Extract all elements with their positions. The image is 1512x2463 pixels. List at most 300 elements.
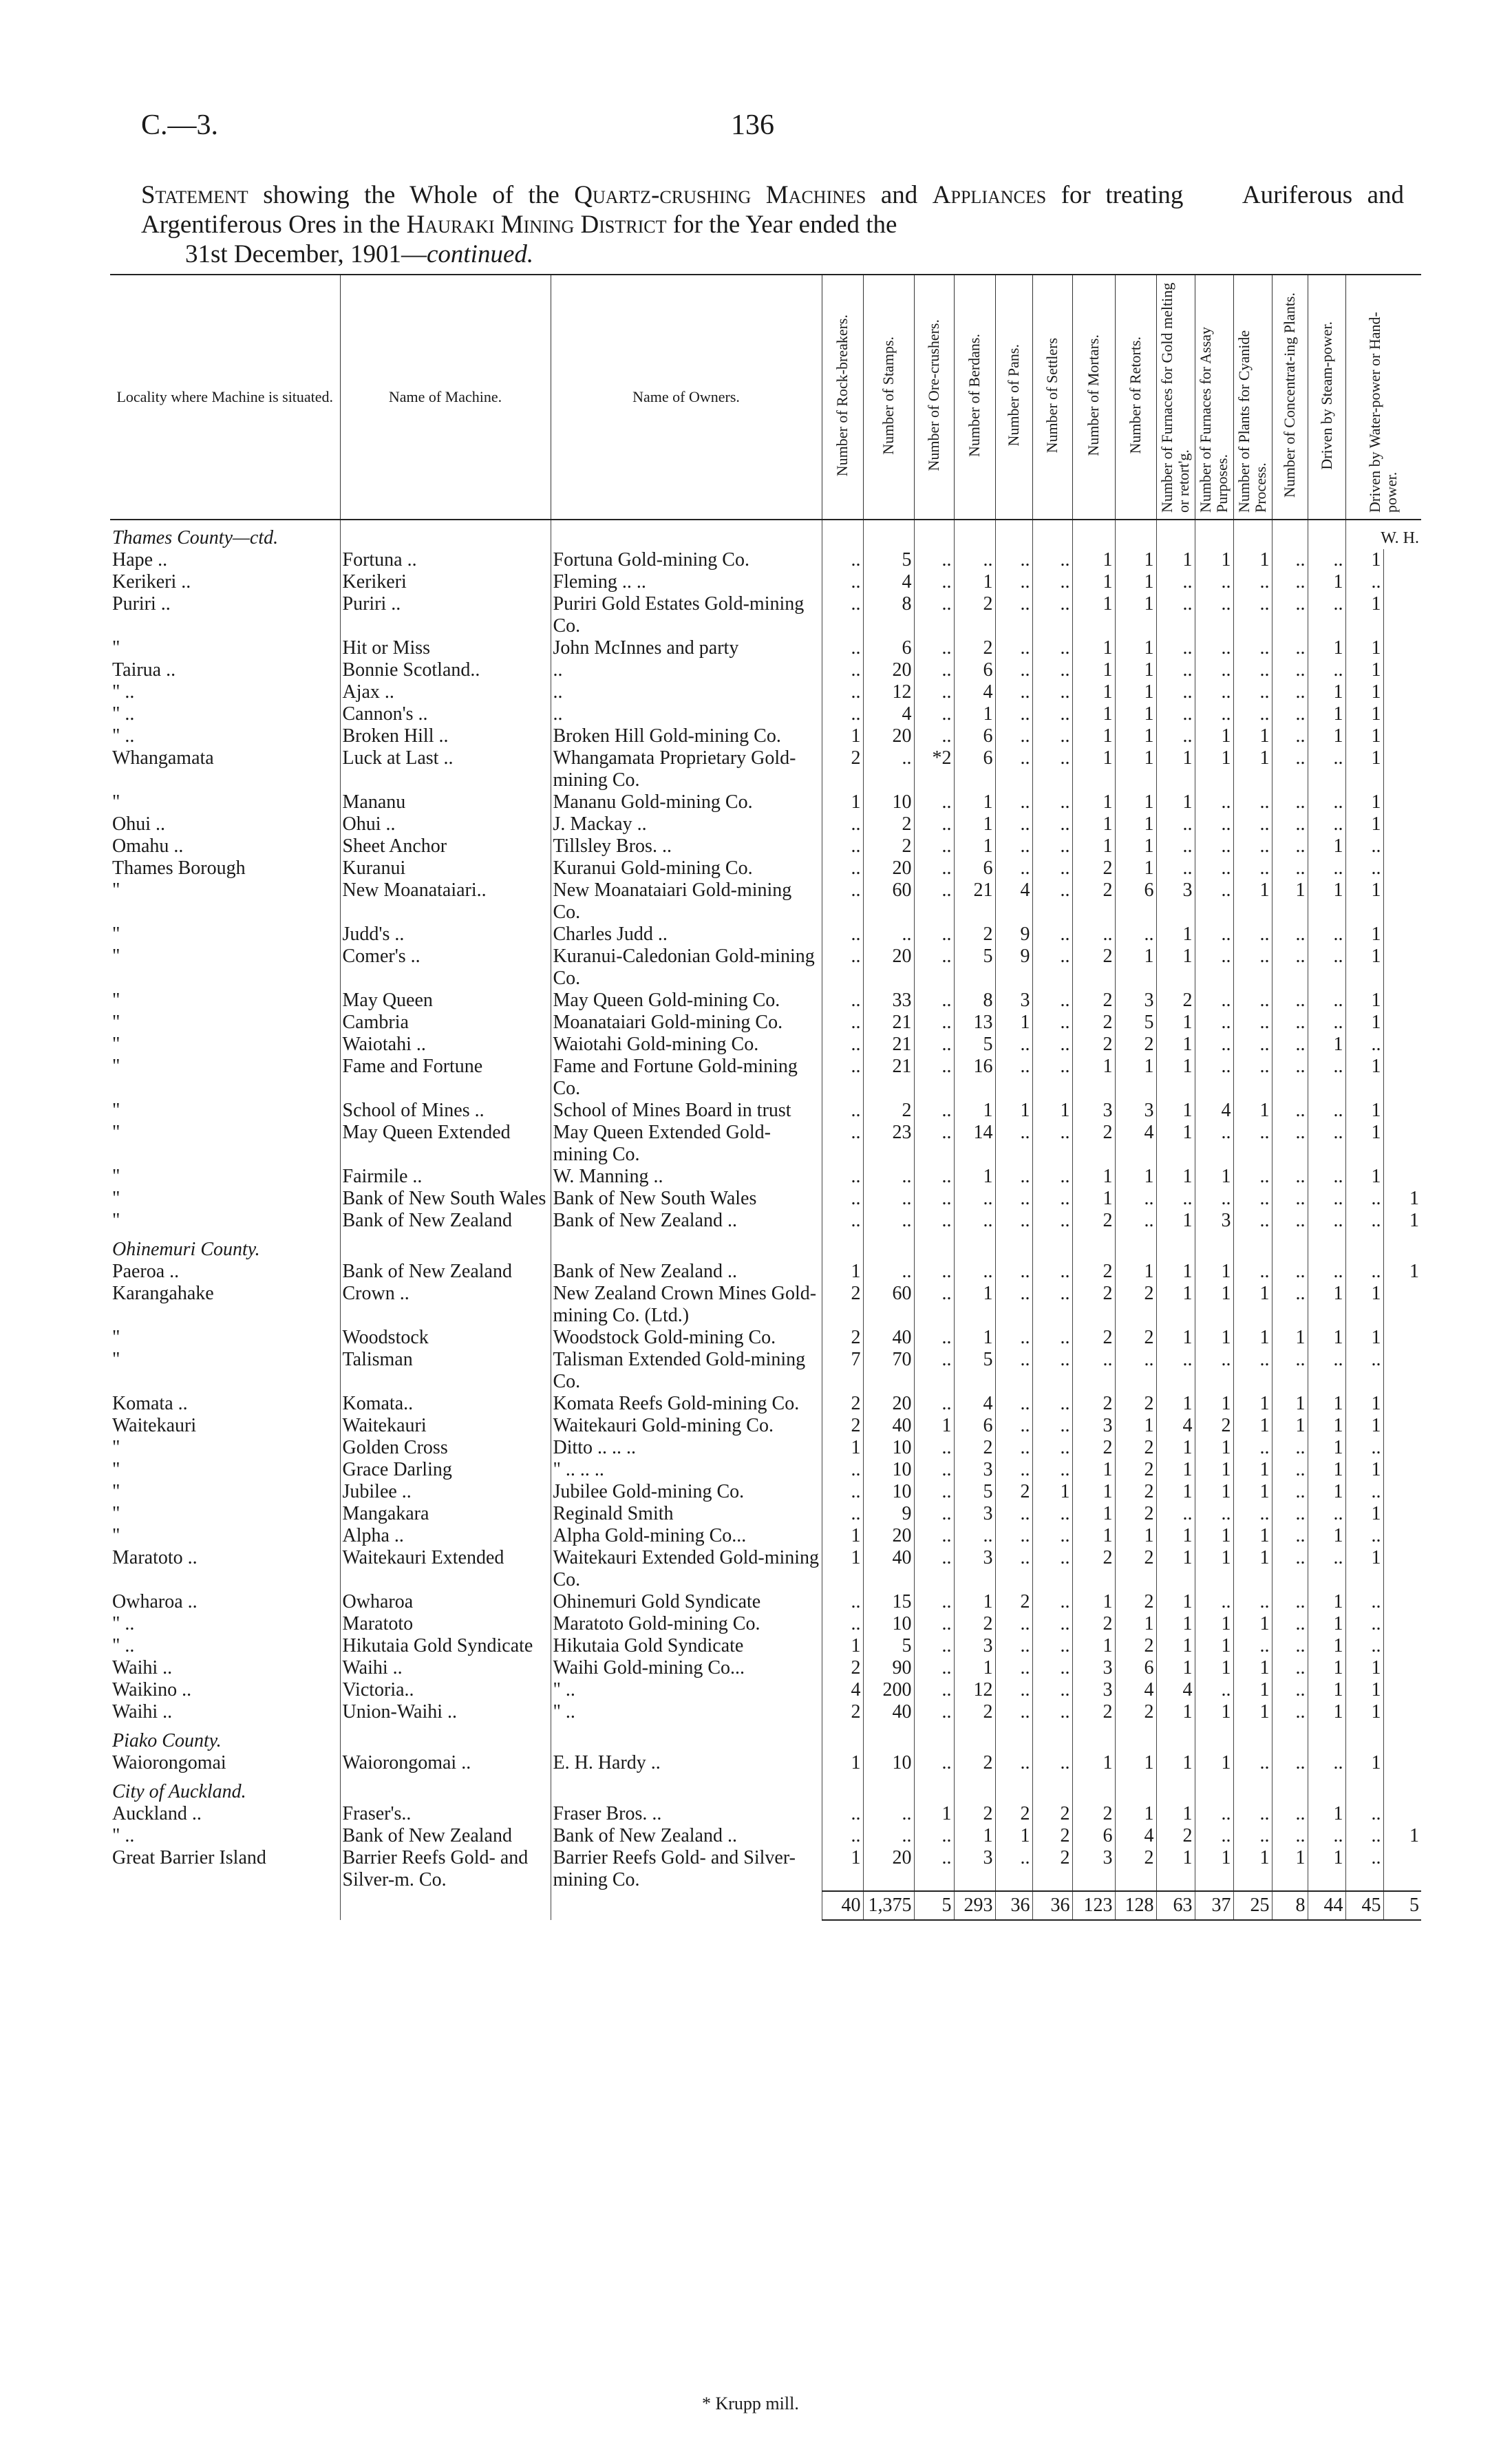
machine-cell: Bank of New Zealand xyxy=(340,1261,551,1283)
count-cell: .. xyxy=(1308,1166,1345,1188)
table-row xyxy=(110,1613,1421,1635)
blank-cell xyxy=(1032,1723,1072,1752)
count-cell: 20 xyxy=(863,1847,914,1891)
count-cell: .. xyxy=(914,549,954,571)
table-row xyxy=(110,1701,1421,1723)
col-label: Driven by Steam-power. xyxy=(1317,321,1335,470)
count-cell: 2 xyxy=(822,1283,863,1327)
machine-cell: Bank of New Zealand xyxy=(340,1825,551,1847)
count-cell: 40 xyxy=(863,1415,914,1437)
count-cell: .. xyxy=(1072,924,1115,946)
count-cell: 1 xyxy=(1308,1657,1345,1679)
count-cell: 1 xyxy=(1156,1437,1195,1459)
count-cell xyxy=(1383,1393,1421,1415)
blank-cell xyxy=(1195,1723,1233,1752)
blank-cell xyxy=(340,1891,551,1920)
locality-cell: Hape .. xyxy=(112,549,168,571)
count-cell: .. xyxy=(1032,1056,1072,1100)
count-cell: .. xyxy=(1308,1012,1345,1034)
count-cell: .. xyxy=(1233,571,1272,593)
count-cell: .. xyxy=(1195,946,1233,990)
count-cell: .. xyxy=(914,813,954,835)
count-cell: .. xyxy=(1032,571,1072,593)
count-cell: .. xyxy=(1272,549,1308,571)
count-cell: 20 xyxy=(863,857,914,879)
count-cell: .. xyxy=(914,857,954,879)
count-cell: .. xyxy=(914,1547,954,1591)
footnote: * Krupp mill. xyxy=(702,2393,799,2413)
count-cell xyxy=(1383,1100,1421,1122)
owner-cell: Talisman Extended Gold-mining Co. xyxy=(551,1349,822,1393)
count-cell: 1 xyxy=(1345,946,1383,990)
count-cell: .. xyxy=(1272,835,1308,857)
count-cell: .. xyxy=(822,1012,863,1034)
locality-cell: " xyxy=(112,1349,120,1370)
locality-cell: Puriri .. xyxy=(112,593,171,615)
count-cell: .. xyxy=(822,1591,863,1613)
owner-cell: Fraser Bros. .. xyxy=(551,1803,822,1825)
count-cell: 1 xyxy=(1072,813,1115,835)
count-cell: .. xyxy=(1032,1679,1072,1701)
count-cell: 2 xyxy=(1072,1034,1115,1056)
table-row xyxy=(110,1459,1421,1481)
count-cell: *2 xyxy=(914,747,954,791)
count-cell: .. xyxy=(1233,1166,1272,1188)
count-cell: 2 xyxy=(1115,1847,1156,1891)
count-cell: 2 xyxy=(1072,879,1115,924)
machine-cell: Grace Darling xyxy=(340,1459,551,1481)
count-cell: 1 xyxy=(1233,1613,1272,1635)
count-cell: .. xyxy=(1272,1283,1308,1327)
count-cell: .. xyxy=(914,1056,954,1100)
count-cell: 21 xyxy=(863,1012,914,1034)
machine-cell: Union-Waihi .. xyxy=(340,1701,551,1723)
count-cell: .. xyxy=(914,1752,954,1774)
count-cell: 4 xyxy=(954,681,995,703)
count-cell: .. xyxy=(1308,1188,1345,1210)
count-cell: 1 xyxy=(1308,879,1345,924)
count-cell: .. xyxy=(1233,1122,1272,1166)
count-cell: 4 xyxy=(863,703,914,725)
locality-cell: " xyxy=(112,1166,120,1187)
count-cell: .. xyxy=(822,1803,863,1825)
count-cell: 2 xyxy=(954,1613,995,1635)
owner-cell: Jubilee Gold-mining Co. xyxy=(551,1481,822,1503)
table-row xyxy=(110,1393,1421,1415)
count-cell: 1 xyxy=(1308,1679,1345,1701)
machine-cell: Waiotahi .. xyxy=(340,1034,551,1056)
count-cell: 2 xyxy=(1072,1393,1115,1415)
count-cell: .. xyxy=(1195,791,1233,813)
blank-cell xyxy=(551,1232,822,1261)
total-cell: 5 xyxy=(914,1891,954,1920)
count-cell: 1 xyxy=(1115,571,1156,593)
locality-cell: " xyxy=(112,946,120,967)
count-cell: 1 xyxy=(1072,1166,1115,1188)
count-cell: .. xyxy=(1272,1701,1308,1723)
locality-cell: " xyxy=(112,1481,120,1502)
count-cell: .. xyxy=(822,813,863,835)
title-word: Auriferous and Argentiferous Ores in the xyxy=(141,181,1405,239)
count-cell xyxy=(1383,946,1421,990)
count-cell: 1 xyxy=(954,703,995,725)
count-cell: .. xyxy=(822,1166,863,1188)
count-cell: .. xyxy=(1308,813,1345,835)
count-cell: .. xyxy=(822,681,863,703)
blank-cell xyxy=(1383,1723,1421,1752)
col-label: Number of Concentrat-ing Plants. xyxy=(1281,292,1298,498)
count-cell: 1 xyxy=(954,835,995,857)
count-cell: 1 xyxy=(1072,835,1115,857)
count-cell: 1 xyxy=(1115,1166,1156,1188)
count-cell: 1 xyxy=(1072,1056,1115,1100)
col-label: Number of Mortars. xyxy=(1085,334,1102,456)
locality-cell: " xyxy=(112,1034,120,1055)
count-cell: 1 xyxy=(1308,1283,1345,1327)
count-cell: 1 xyxy=(1233,1847,1272,1891)
count-cell: .. xyxy=(1272,857,1308,879)
count-cell: 2 xyxy=(822,1393,863,1415)
count-cell xyxy=(1383,1503,1421,1525)
count-cell: .. xyxy=(1233,835,1272,857)
count-cell: .. xyxy=(1195,659,1233,681)
count-cell: 1 xyxy=(1115,1261,1156,1283)
count-cell: 1 xyxy=(1233,1415,1272,1437)
count-cell: 1 xyxy=(1115,1752,1156,1774)
machine-cell: Waitekauri Extended xyxy=(340,1547,551,1591)
blank-cell xyxy=(1308,1723,1345,1752)
blank-cell xyxy=(1233,1774,1272,1803)
count-cell: .. xyxy=(995,1547,1032,1591)
count-cell: .. xyxy=(914,1261,954,1283)
total-cell: 44 xyxy=(1308,1891,1345,1920)
count-cell: .. xyxy=(914,1635,954,1657)
count-cell: 2 xyxy=(1072,1547,1115,1591)
count-cell: .. xyxy=(1272,1503,1308,1525)
count-cell: 1 xyxy=(1345,549,1383,571)
count-cell: 1 xyxy=(1156,1056,1195,1100)
owner-cell: New Moanataiari Gold-mining Co. xyxy=(551,879,822,924)
machine-cell: May Queen xyxy=(340,990,551,1012)
count-cell: .. xyxy=(1272,1166,1308,1188)
blank-cell xyxy=(1233,1232,1272,1261)
count-cell: 3 xyxy=(1115,990,1156,1012)
count-cell: .. xyxy=(1195,813,1233,835)
count-cell: .. xyxy=(1308,791,1345,813)
count-cell: 3 xyxy=(954,1635,995,1657)
count-cell: .. xyxy=(1195,835,1233,857)
count-cell: 1 xyxy=(1308,1327,1345,1349)
count-cell: 10 xyxy=(863,1459,914,1481)
count-cell: 1 xyxy=(1156,1261,1195,1283)
total-cell: 36 xyxy=(995,1891,1032,1920)
total-cell: 1,375 xyxy=(863,1891,914,1920)
count-cell: .. xyxy=(863,1261,914,1283)
count-cell xyxy=(1383,659,1421,681)
count-cell: 6 xyxy=(954,857,995,879)
count-cell: 1 xyxy=(1072,681,1115,703)
count-cell: 2 xyxy=(954,1437,995,1459)
count-cell: 1 xyxy=(1195,1481,1233,1503)
machine-cell: Fairmile .. xyxy=(340,1166,551,1188)
count-cell: 21 xyxy=(863,1034,914,1056)
table-row xyxy=(110,1261,1421,1283)
count-cell: 8 xyxy=(954,990,995,1012)
count-cell: 1 xyxy=(1233,1481,1272,1503)
count-cell: 70 xyxy=(863,1349,914,1393)
col-stamps xyxy=(863,275,914,520)
count-cell: .. xyxy=(995,813,1032,835)
blank-cell xyxy=(1195,1774,1233,1803)
count-cell: 2 xyxy=(1072,1613,1115,1635)
table-row xyxy=(110,1803,1421,1825)
count-cell: 3 xyxy=(1072,1100,1115,1122)
count-cell: .. xyxy=(914,593,954,637)
count-cell: .. xyxy=(995,1415,1032,1437)
count-cell: .. xyxy=(1308,1122,1345,1166)
count-cell: 1 xyxy=(1115,1525,1156,1547)
machine-cell: Mangakara xyxy=(340,1503,551,1525)
count-cell: 5 xyxy=(863,1635,914,1657)
count-cell xyxy=(1383,1847,1421,1891)
count-cell: .. xyxy=(995,1166,1032,1188)
count-cell: .. xyxy=(1032,1283,1072,1327)
count-cell: 1 xyxy=(1308,1701,1345,1723)
count-cell: .. xyxy=(995,1752,1032,1774)
count-cell: .. xyxy=(1032,1701,1072,1723)
count-cell: 1 xyxy=(1233,725,1272,747)
count-cell: .. xyxy=(863,1210,914,1232)
count-cell: 1 xyxy=(1233,1547,1272,1591)
owner-cell: May Queen Gold-mining Co. xyxy=(551,990,822,1012)
owner-cell: Alpha Gold-mining Co... xyxy=(551,1525,822,1547)
count-cell: 3 xyxy=(1072,1657,1115,1679)
count-cell: .. xyxy=(822,1210,863,1232)
blank-cell xyxy=(1115,1774,1156,1803)
count-cell: 1 xyxy=(822,1847,863,1891)
count-cell: 60 xyxy=(863,1283,914,1327)
locality-cell: " xyxy=(112,990,120,1011)
count-cell: 2 xyxy=(822,1327,863,1349)
count-cell xyxy=(1383,571,1421,593)
count-cell: 1 xyxy=(822,1752,863,1774)
count-cell xyxy=(1383,725,1421,747)
section-heading: Ohinemuri County. xyxy=(112,1239,260,1260)
locality-cell: " xyxy=(112,924,120,945)
title-word: for treating xyxy=(1061,181,1184,209)
count-cell: .. xyxy=(995,1034,1032,1056)
owner-cell: School of Mines Board in trust xyxy=(551,1100,822,1122)
blank-cell xyxy=(1072,1774,1115,1803)
count-cell: 1 xyxy=(1345,1393,1383,1415)
count-cell: 2 xyxy=(954,637,995,659)
blank-cell xyxy=(340,1723,551,1752)
locality-cell: Whangamata xyxy=(112,747,214,769)
count-cell: 10 xyxy=(863,1437,914,1459)
count-cell: .. xyxy=(1308,1349,1345,1393)
table-row xyxy=(110,681,1421,703)
count-cell: 23 xyxy=(863,1122,914,1166)
col-berdans xyxy=(954,275,995,520)
locality-cell: " xyxy=(112,1188,120,1209)
title-word: 31st December, 1901— xyxy=(185,240,427,268)
count-cell: .. xyxy=(1156,835,1195,857)
count-cell: .. xyxy=(1272,1100,1308,1122)
section-heading: Piako County. xyxy=(112,1730,222,1751)
count-cell: .. xyxy=(954,1261,995,1283)
count-cell xyxy=(1383,1752,1421,1774)
locality-cell: " xyxy=(112,637,120,659)
count-cell: 1 xyxy=(1115,549,1156,571)
count-cell: .. xyxy=(1345,1349,1383,1393)
count-cell: .. xyxy=(1272,946,1308,990)
count-cell: 12 xyxy=(863,681,914,703)
locality-cell: " xyxy=(112,791,120,813)
owner-cell: Bank of New South Wales xyxy=(551,1188,822,1210)
machine-cell: Kuranui xyxy=(340,857,551,879)
count-cell: .. xyxy=(995,549,1032,571)
count-cell: 1 xyxy=(1345,703,1383,725)
count-cell: .. xyxy=(1272,924,1308,946)
count-cell: .. xyxy=(995,1261,1032,1283)
col-retorts xyxy=(1115,275,1156,520)
col-label: Number of Settlers xyxy=(1043,337,1061,454)
count-cell: .. xyxy=(1345,1188,1383,1210)
blank-cell xyxy=(1308,1232,1345,1261)
count-cell: .. xyxy=(822,835,863,857)
count-cell: 1 xyxy=(1308,725,1345,747)
machine-cell: Judd's .. xyxy=(340,924,551,946)
count-cell: 4 xyxy=(995,879,1032,924)
count-cell: .. xyxy=(954,1188,995,1210)
blank-cell xyxy=(1383,1232,1421,1261)
count-cell: .. xyxy=(822,1825,863,1847)
count-cell: .. xyxy=(995,1437,1032,1459)
table-row xyxy=(110,1188,1421,1210)
count-cell: .. xyxy=(914,1591,954,1613)
count-cell: 1 xyxy=(1195,549,1233,571)
count-cell: 1 xyxy=(1308,1525,1345,1547)
owner-cell: Whangamata Proprietary Gold-mining Co. xyxy=(551,747,822,791)
count-cell: 1 xyxy=(1308,1034,1345,1056)
count-cell: .. xyxy=(1233,1188,1272,1210)
section-heading: City of Auckland. xyxy=(112,1781,246,1802)
count-cell: .. xyxy=(1233,813,1272,835)
col-furnaces-melting xyxy=(1156,275,1195,520)
count-cell: .. xyxy=(1345,1847,1383,1891)
owner-cell: Mananu Gold-mining Co. xyxy=(551,791,822,813)
locality-cell: Waiorongomai xyxy=(112,1752,226,1773)
locality-cell: Tairua .. xyxy=(112,659,176,681)
blank-cell xyxy=(1115,1232,1156,1261)
count-cell: .. xyxy=(1156,681,1195,703)
count-cell: .. xyxy=(1272,1635,1308,1657)
machine-cell: Ajax .. xyxy=(340,681,551,703)
count-cell: .. xyxy=(1156,813,1195,835)
quartz-crushing-table xyxy=(110,274,1421,1921)
count-cell: .. xyxy=(1195,924,1233,946)
table-row xyxy=(110,1752,1421,1774)
locality-cell: Waihi .. xyxy=(112,1657,173,1678)
blank-cell xyxy=(1272,1723,1308,1752)
owner-cell: Fame and Fortune Gold-mining Co. xyxy=(551,1056,822,1100)
table-row xyxy=(110,1635,1421,1657)
count-cell: 1 xyxy=(1072,637,1115,659)
machine-cell: May Queen Extended xyxy=(340,1122,551,1166)
count-cell: 1 xyxy=(1345,1100,1383,1122)
count-cell: 1 xyxy=(1115,857,1156,879)
count-cell: .. xyxy=(1195,681,1233,703)
count-cell xyxy=(1383,813,1421,835)
machine-cell: Comer's .. xyxy=(340,946,551,990)
count-cell xyxy=(1383,1657,1421,1679)
owner-cell: Bank of New Zealand .. xyxy=(551,1825,822,1847)
col-steam-power xyxy=(1308,275,1345,520)
count-cell: .. xyxy=(1195,1591,1233,1613)
count-cell: 1 xyxy=(822,1261,863,1283)
count-cell: .. xyxy=(1308,1503,1345,1525)
count-cell xyxy=(1383,1415,1421,1437)
count-cell: .. xyxy=(1032,1752,1072,1774)
machine-cell: Alpha .. xyxy=(340,1525,551,1547)
total-cell: 8 xyxy=(1272,1891,1308,1920)
count-cell: .. xyxy=(1233,1591,1272,1613)
table-row xyxy=(110,1122,1421,1166)
count-cell: .. xyxy=(1156,1188,1195,1210)
count-cell: 2 xyxy=(1115,1591,1156,1613)
blank-cell xyxy=(1383,1774,1421,1803)
count-cell: .. xyxy=(995,1188,1032,1210)
owner-cell: Bank of New Zealand .. xyxy=(551,1210,822,1232)
count-cell: 1 xyxy=(1272,1847,1308,1891)
blank-cell xyxy=(954,1774,995,1803)
count-cell: 1 xyxy=(1233,1525,1272,1547)
title-word: and xyxy=(880,181,918,209)
count-cell: 1 xyxy=(1308,681,1345,703)
count-cell: .. xyxy=(1032,1393,1072,1415)
count-cell: 1 xyxy=(1272,1415,1308,1437)
count-cell: .. xyxy=(1032,879,1072,924)
locality-cell: Waitekauri xyxy=(112,1415,197,1436)
count-cell: .. xyxy=(1308,593,1345,637)
table-row xyxy=(110,835,1421,857)
count-cell: 1 xyxy=(1115,747,1156,791)
blank-cell xyxy=(914,1723,954,1752)
count-cell: 1 xyxy=(1383,1825,1421,1847)
count-cell: 1 xyxy=(995,1012,1032,1034)
count-cell: 1 xyxy=(1345,1283,1383,1327)
count-cell: .. xyxy=(1032,1122,1072,1166)
locality-cell: " xyxy=(112,1012,120,1033)
count-cell: .. xyxy=(1272,659,1308,681)
count-cell: .. xyxy=(995,681,1032,703)
blank-cell xyxy=(1032,1232,1072,1261)
count-cell: .. xyxy=(822,857,863,879)
count-cell: 1 xyxy=(1072,549,1115,571)
locality-cell: " xyxy=(112,1100,120,1121)
count-cell: .. xyxy=(914,1613,954,1635)
owner-cell: .. xyxy=(551,659,822,681)
machine-cell: Owharoa xyxy=(340,1591,551,1613)
count-cell: 1 xyxy=(1195,1525,1233,1547)
count-cell: 1 xyxy=(1156,1635,1195,1657)
col-label: Number of Retorts. xyxy=(1127,337,1144,454)
count-cell: 2 xyxy=(995,1591,1032,1613)
count-cell xyxy=(1383,1613,1421,1635)
count-cell: 1 xyxy=(1308,1481,1345,1503)
count-cell: .. xyxy=(914,990,954,1012)
count-cell: 6 xyxy=(1115,1657,1156,1679)
